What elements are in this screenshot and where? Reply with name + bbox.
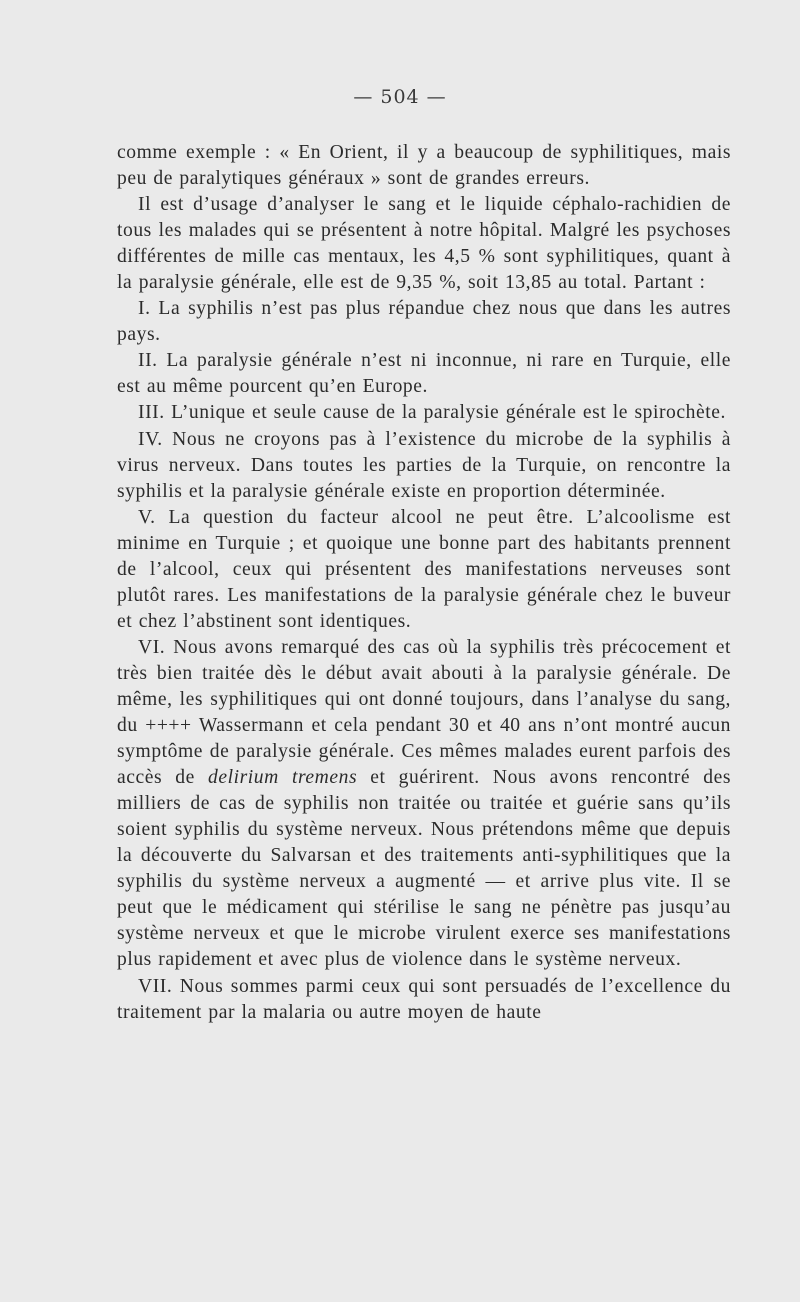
conclusion-i: I. La syphilis n’est pas plus répandue chez nous que dans les autres pays. [117, 298, 731, 346]
conclusion-vi-part-a: VI. Nous avons remarqué des cas où la syphilis très précocement et très bien traitée dès le début avait abouti à la paralysie générale. De même, les syphilitiques qui ont donné toujours, dans l’analyse du sang, du ++++ Wassermann et cela pendant 30 et 40 ans n’ont montré aucun symptôme de paralysie générale. Ces mêmes malades eurent parfois des accès de [117, 636, 731, 789]
conclusion-v: V. La question du facteur alcool ne peut être. L’alcoolisme est minime en Turquie ; et quoique une bonne part des habitants prennent de l’alcool, ceux qui présentent des manifestations nerveuses sont plutôt rares. Les manifestations de la paralysie générale chez le buveur et chez l’abstinent sont identiques. [117, 506, 731, 632]
paragraph-analysis: Il est d’usage d’analyser le sang et le liquide céphalo-rachidien de tous les malades qui se présentent à notre hôpital. Malgré les psychoses différentes de mille cas mentaux, les 4,5 % sont syphilitiques, quant à la paralysie générale, elle est de 9,35 %, soit 13,85 au total. Partant : [117, 194, 731, 294]
conclusion-vi-italic: delirium tremens [208, 767, 358, 789]
conclusion-vi [117, 635, 731, 974]
body-text [117, 140, 731, 1026]
conclusion-vi-part-b: et guérirent. Nous avons rencontré des milliers de cas de syphilis non traitée ou traitée et guérie sans qu’ils soient syphilis du système nerveux. Nous prétendons même que depuis la découverte du Salvarsan et des traitements anti-syphilitiques que la syphilis du système nerveux a augmenté — et arrive plus vite. Il se peut que le médicament qui stérilise le sang ne pénètre pas jusqu’au système nerveux et que le microbe virulent exerce ses manifestations plus rapidement et avec plus de violence dans le système nerveux. [117, 767, 732, 971]
paragraph-continuation: comme exemple : « En Orient, il y a beaucoup de syphilitiques, mais peu de paralytiques généraux » sont de grandes erreurs. [117, 142, 731, 190]
page-number: — 504 — [353, 86, 447, 108]
conclusion-ii: II. La paralysie générale n’est ni inconnue, ni rare en Turquie, elle est au même pourcent qu’en Europe. [117, 350, 731, 398]
conclusion-vii: VII. Nous sommes parmi ceux qui sont persuadés de l’excellence du traitement par la malaria ou autre moyen de haute [117, 975, 731, 1023]
conclusion-iv: IV. Nous ne croyons pas à l’existence du microbe de la syphilis à virus nerveux. Dans toutes les parties de la Turquie, on rencontre la syphilis et la paralysie générale existe en proportion déterminée. [117, 428, 731, 502]
conclusion-iii: III. L’unique et seule cause de la paralysie générale est le spirochète. [138, 402, 726, 424]
